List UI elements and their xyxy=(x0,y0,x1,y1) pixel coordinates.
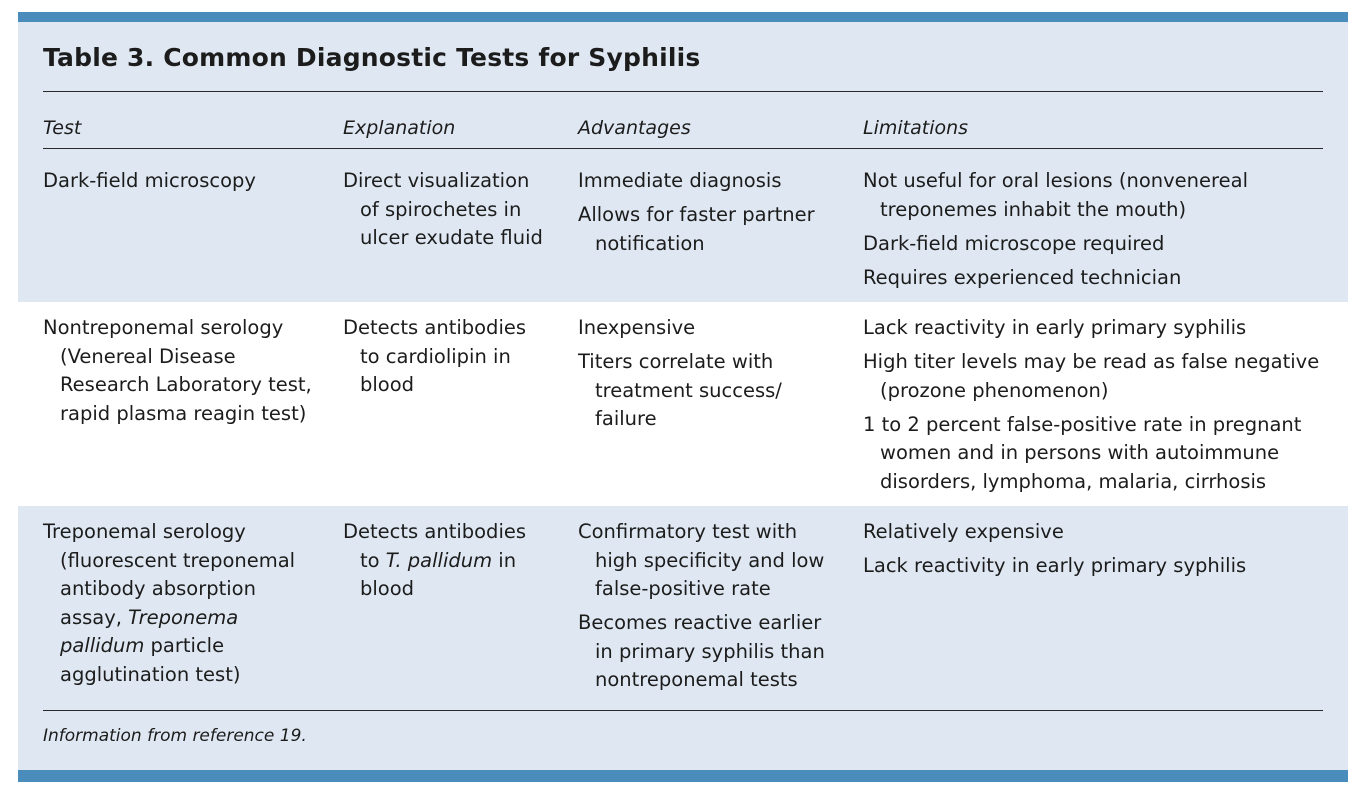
limitation-item: Dark-field microscope required xyxy=(863,231,1165,255)
header-test: Test xyxy=(43,117,82,139)
advantage-item: Titers correlate with treatment success/ failure xyxy=(578,350,782,430)
table-row-1-advantages xyxy=(578,167,853,258)
table-row-3-test xyxy=(43,518,333,689)
advantage-item: Immediate diagnosis xyxy=(578,169,782,192)
table-row-2-test xyxy=(43,314,333,428)
explanation-cell-item: Direct visualization of spirochetes in ulcer exudate fluid xyxy=(343,169,543,249)
advantage-item: Becomes reactive earlier in primary syphilis than nontreponemal tests xyxy=(578,611,825,691)
limitation-item: Lack reactivity in early primary syphilis xyxy=(863,554,1247,577)
header-limitations: Limitations xyxy=(863,117,969,139)
header-explanation: Explanation xyxy=(343,117,456,139)
table-row-1-explanation xyxy=(343,167,568,253)
advantage-item: Confirmatory test with high specificity and low false-positive rate xyxy=(578,520,825,600)
limitation-item: High titer levels may be read as false negative (prozone phenomenon) xyxy=(863,350,1320,402)
table-title: Table 3. Common Diagnostic Tests for Syphilis xyxy=(43,43,701,72)
limitation-item: Requires experienced technician xyxy=(863,265,1182,289)
advantage-item: Allows for faster partner notification xyxy=(578,203,815,255)
test-cell-item: Treponemal serology (fluorescent treponemal antibody absorption assay, Treponema pallidum particle agglutination test) xyxy=(43,520,296,686)
explanation-cell-item: Detects antibodies to T. pallidum in blood xyxy=(343,520,527,600)
explanation-cell-item: Detects antibodies to cardiolipin in blood xyxy=(343,316,527,396)
table-row-3-limitations xyxy=(863,518,1333,581)
limitation-item: 1 to 2 percent false-positive rate in pregnant women and in persons with autoimmune disorders, lymphoma, malaria, cirrhosis xyxy=(863,412,1302,493)
diagnostic-tests-table xyxy=(18,12,1348,782)
header-rule xyxy=(43,148,1323,149)
advantage-item: Inexpensive xyxy=(578,316,696,339)
top-accent-bar xyxy=(18,12,1348,22)
bottom-accent-bar xyxy=(18,770,1348,782)
table-row-1-test xyxy=(43,167,333,196)
test-cell-item: Dark-field microscopy xyxy=(43,169,256,192)
limitation-item: Relatively expensive xyxy=(863,520,1064,543)
test-cell-item: Nontreponemal serology (Venereal Disease Research Laboratory test, rapid plasma reagin test) xyxy=(43,316,312,425)
bottom-rule xyxy=(43,710,1323,711)
title-rule xyxy=(43,91,1323,92)
table-row-1-limitations xyxy=(863,167,1333,292)
table-row-3-explanation xyxy=(343,518,568,604)
table-row-2-explanation xyxy=(343,314,568,400)
table-row-2-limitations xyxy=(863,314,1333,496)
limitation-item: Not useful for oral lesions (nonvenereal treponemes inhabit the mouth) xyxy=(863,169,1248,221)
table-row-3-advantages xyxy=(578,518,853,695)
table-footnote: Information from reference 19. xyxy=(43,726,307,746)
limitation-item: Lack reactivity in early primary syphilis xyxy=(863,316,1247,339)
header-advantages: Advantages xyxy=(578,117,691,139)
table-row-2-advantages xyxy=(578,314,853,434)
